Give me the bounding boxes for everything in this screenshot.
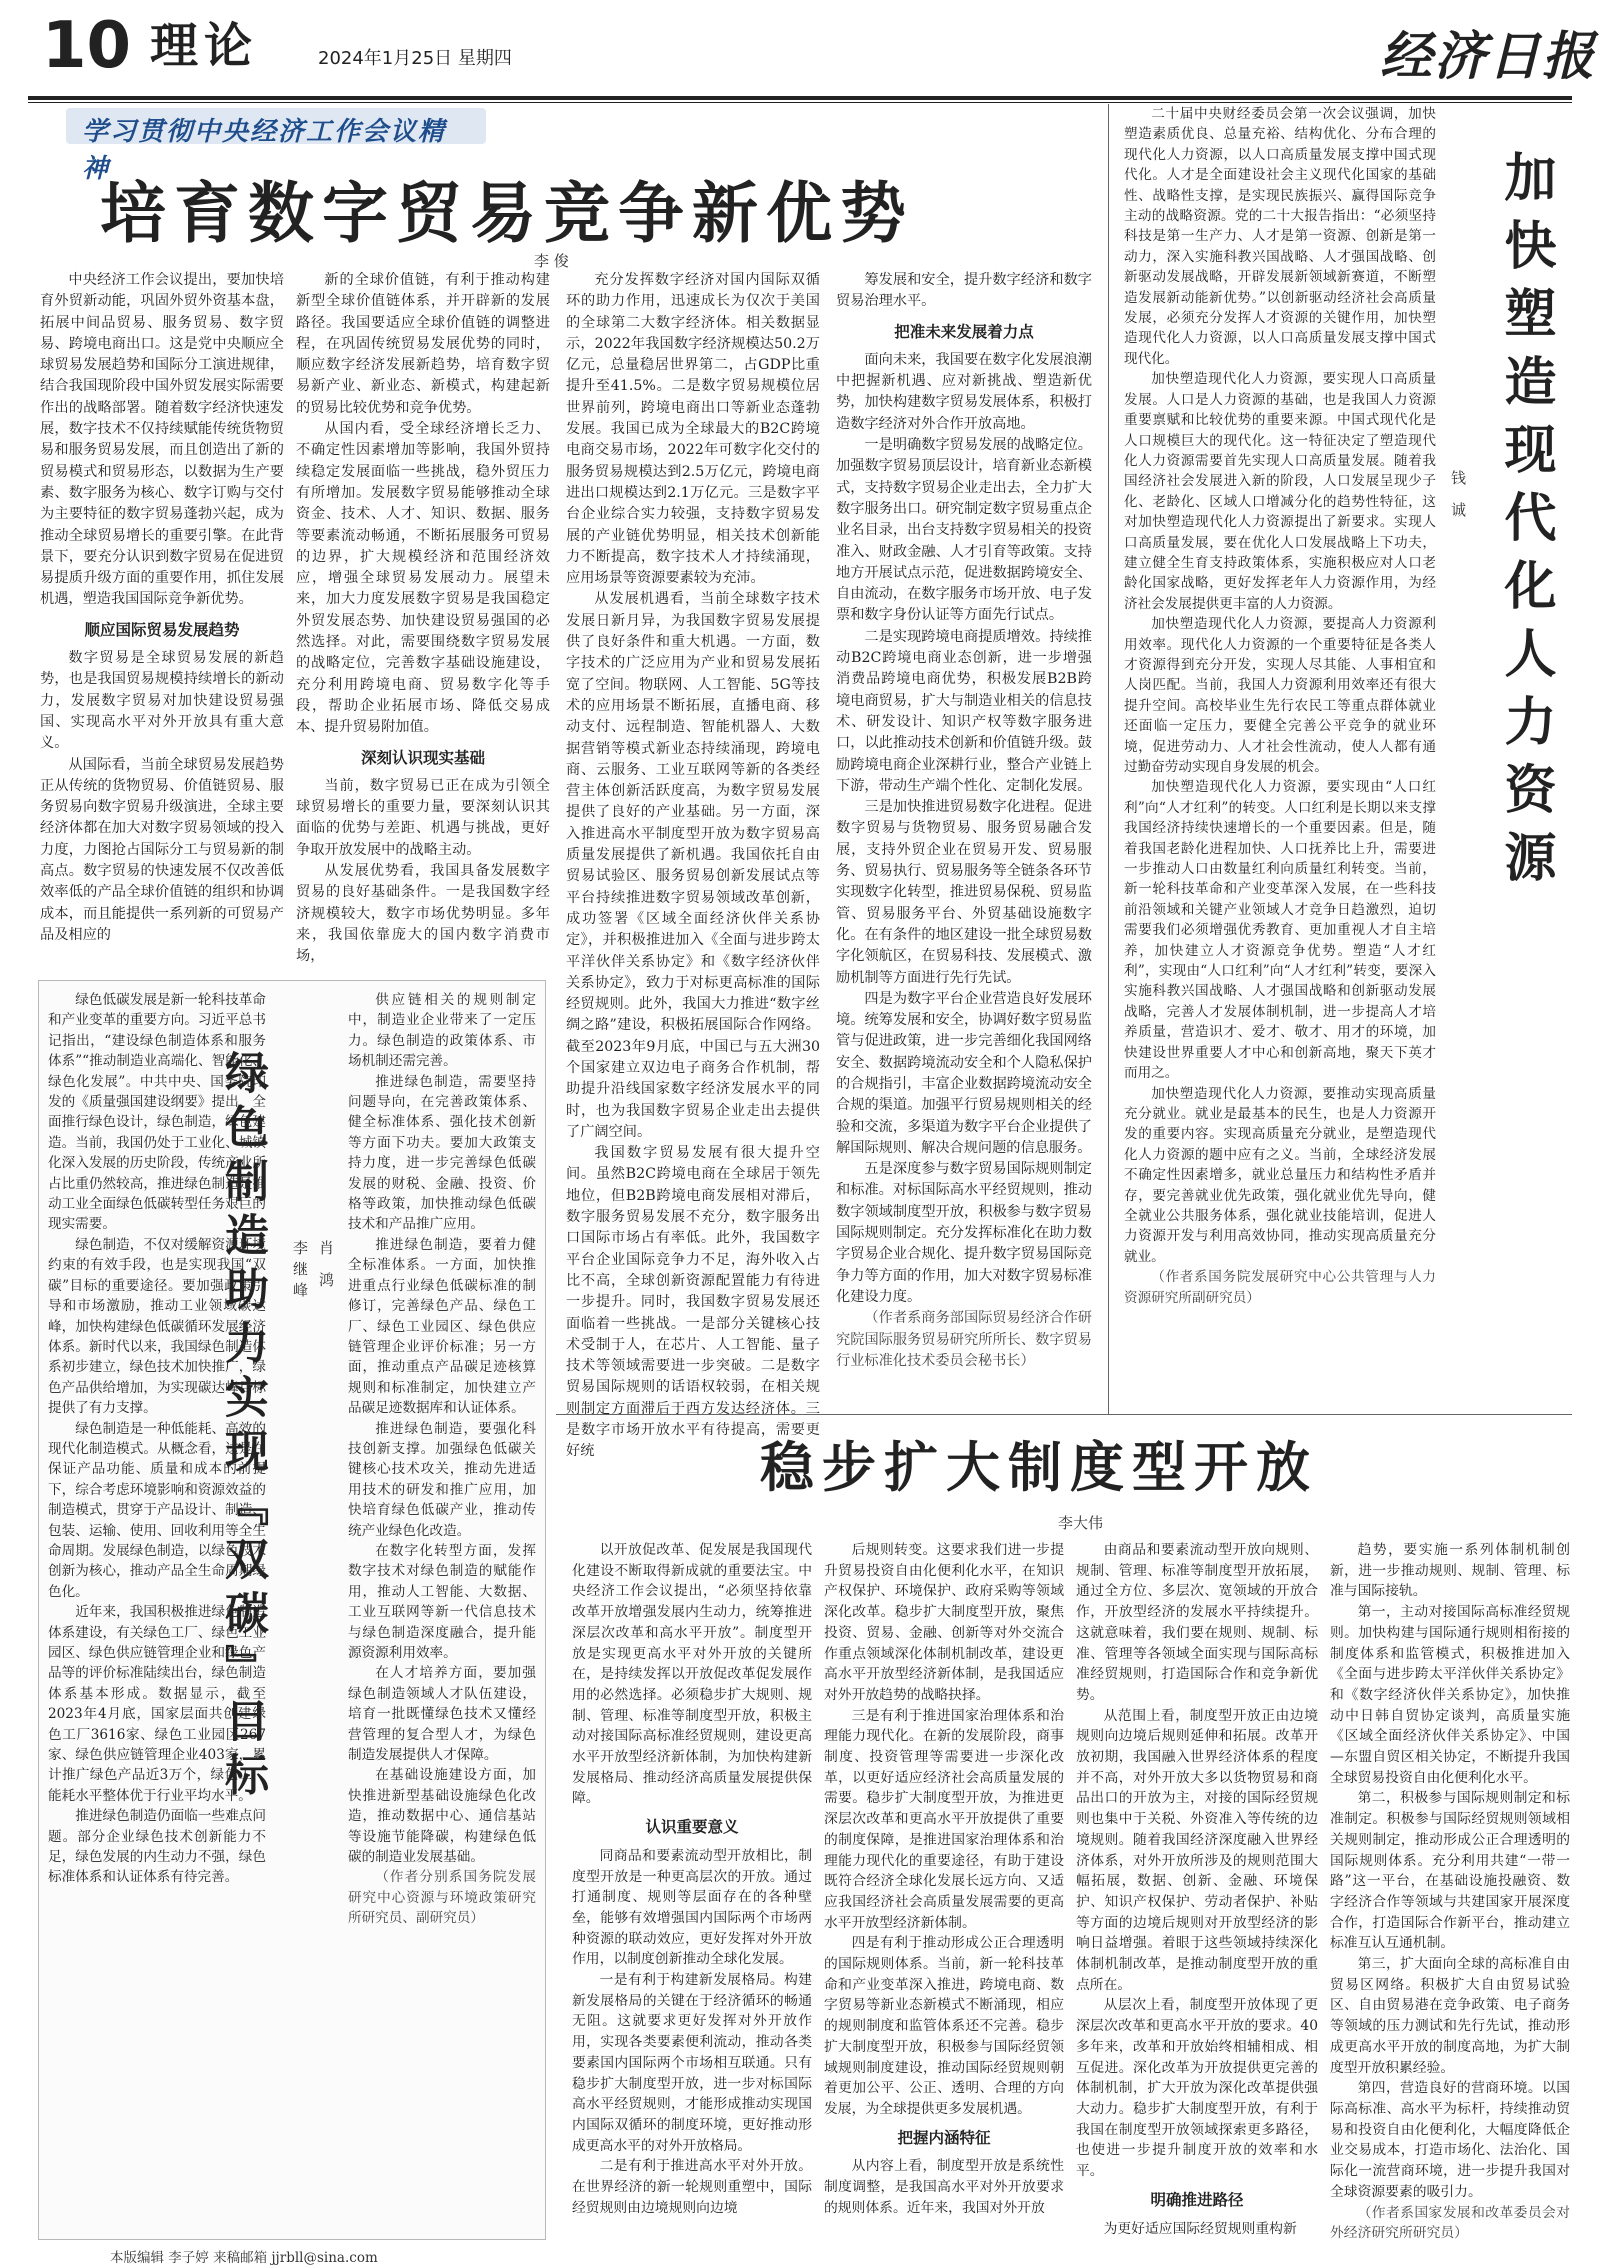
- paragraph: 数字贸易是全球贸易发展的新趋势，也是我国贸易规模持续增长的新动力，发展数字贸易对加快建设贸易强国、实现高水平对外开放具有重大意义。: [40, 650, 284, 752]
- paragraph: 新的全球价值链，有利于推动构建新型全球价值链体系，并开辟新的发展路径。我国要适应全球价值链的调整进程，在巩固传统贸易发展优势的同时，顺应数字经济发展新趋势，培育数字贸易新产业、新业态、新模式，构建起新的贸易比较优势和竞争优势。: [296, 272, 550, 416]
- article4-author: 李大伟: [1058, 1514, 1104, 1532]
- header-rule-thin: [28, 102, 1572, 103]
- series-banner-text: 学习贯彻中央经济工作会议精神: [82, 117, 447, 184]
- paragraph: 二十届中央财经委员会第一次会议强调，加快塑造素质优良、总量充裕、结构优化、分布合理的现代化人力资源，以人口高质量发展支撑中国式现代化。人才是全面建设社会主义现代化国家的基础性、战略性支撑，是实现民族振兴、赢得国际竞争主动的战略资源。党的二十大报告指出：“必须坚持科技是第一生产力、人才是第一资源、创新是第一动力，深入实施科教兴国战略、人才强国战略、创新驱动发展战略，开辟发展新领域新赛道，不断塑造发展新动能新优势。”以创新驱动经济社会高质量发展，必须充分发挥人才资源的关键作用，加快塑造现代化人力资源，以人口高质量发展支撑中国式现代化。: [1124, 106, 1436, 367]
- paragraph: 我国数字贸易发展有很大提升空间。虽然B2C跨境电商在全球居于领先地位，但B2B跨境电商发展相对滞后，数字服务贸易发展不充分，数字服务出口国际市场占有率低。此外，我国数字平台企业国际竞争力不足，海外收入占比不高，全球创新资源配置能力有待进一步提升。同时，我国数字贸易发展还面临着一些挑战。一是部分关键核心技术受制于人，在芯片、人工智能、量子技术等领域需要进一步突破。二是数字贸易国际规则的话语权较弱，在相关规则制定方面滞后于西方发达经济体。三是数字市场开放水平有待提高，需要更好统: [566, 1145, 820, 1460]
- article4-title: 稳步扩大制度型开放: [760, 1435, 1318, 1499]
- article4-column-4: [1330, 1540, 1570, 2242]
- paragraph: 第三，扩大面向全球的高标准自由贸易区网络。积极扩大自由贸易试验区、自由贸易港在竞争政策、电子商务等领域的压力测试和先行先试，推动形成更高水平开放的制度高地，为扩大制度型开放积累经验。: [1330, 1956, 1570, 2076]
- article1-subheading-2: 深刻认识现实基础: [360, 747, 485, 767]
- article3-author-2: 肖 鸿: [317, 1240, 335, 1293]
- article1-subheading-3: 把准未来发展着力点: [894, 321, 1034, 341]
- paragraph: 四是为数字平台企业营造良好发展环境。统筹发展和安全，协调好数字贸易监管与促进政策，进一步完善细化我国网络安全、数据跨境流动安全和个人隐私保护的合规指引，丰富企业数据跨境流动安全合规的渠道。加强平行贸易规则相关的经验和交流，多渠道为数字平台企业提供了解国际规则、解决合规问题的信息服务。: [836, 990, 1092, 1156]
- article3-author-1: 李继峰: [291, 1240, 309, 1303]
- masthead-logo: 经济日报: [1380, 26, 1597, 87]
- section-name: 理论: [150, 18, 259, 74]
- paragraph: 一是有利于构建新发展格局。构建新发展格局的关键在于经济循环的畅通无阻。这就要求更好发挥对外开放作用，实现各类要素便利流动，推动各类要素国内国际两个市场相互联通。只有稳步扩大制度型开放，进一步对标国际高水平经贸规则，才能形成推动实现国内国际双循环的制度环境，更好推动形成更高水平的对外开放格局。: [572, 1972, 812, 2154]
- article1-title: 培育数字贸易竞争新优势: [100, 174, 914, 252]
- paragraph: 在数字化转型方面，发挥数字技术对绿色制造的赋能作用，推动人工智能、大数据、工业互联网等新一代信息技术与绿色制造深度融合，提升能源资源利用效率。: [348, 1542, 536, 1661]
- paragraph: 一是明确数字贸易发展的战略定位。加强数字贸易顶层设计，培育新业态新模式，支持数字贸易企业走出去，全力扩大数字服务出口。研究制定数字贸易重点企业名目录，出台支持数字贸易相关的投资准入、财政金融、人才引育等政策。支持地方开展试点示范，促进数据跨境安全、自由流动，在数字服务市场开放、电子发票和数字身份认证等方面先行试点。: [836, 437, 1092, 624]
- page-number: 10: [42, 9, 132, 83]
- article4-column-3: [1076, 1540, 1318, 2237]
- paragraph: 充分发挥数字经济对国内国际双循环的助力作用，迅速成长为仅次于美国的全球第二大数字经济体。相关数据显示，2022年我国数字经济规模达50.2万亿元，总量稳居世界第二，占GDP比重提升至41.5%。二是数字贸易规模位居世界前列，跨境电商出口等新业态蓬勃发展。我国已成为全球最大的B2C跨境电商交易市场，2022年可数字化交付的服务贸易规模达到2.5万亿元，跨境电商进出口规模达到2.1万亿元。三是数字平台企业综合实力较强，支持数字贸易发展的产业链优势明显，相关技术创新能力不断提高，数字技术人才持续涌现，应用场景等资源要素较为充沛。: [566, 272, 820, 587]
- paragraph: 以开放促改革、促发展是我国现代化建设不断取得新成就的重要法宝。中央经济工作会议提出，“必须坚持依靠改革开放增强发展内生动力，统筹推进深层次改革和高水平开放”。制度型开放是实现更高水平对外开放的关键所在，是持续发挥以开放促改革促发展作用的必然选择。必须稳步扩大规则、规制、管理、标准等制度型开放，积极主动对接国际高标准经贸规则，建设更高水平开放型经济新体制，为加快构建新发展格局、推动经济高质量发展提供保障。: [572, 1542, 812, 1807]
- header-rule: [28, 96, 1572, 100]
- paragraph: 加快塑造现代化人力资源，要实现人口高质量发展。人口是人力资源的基础，也是我国人力资源重要禀赋和比较优势的重要来源。中国式现代化是人口规模巨大的现代化。这一特征决定了塑造现代化人力资源需要首先实现人口高质量发展。随着我国经济社会发展进入新的阶段，人口发展呈现少子化、老龄化、区域人口增减分化的趋势性特征，这对加快塑造现代化人力资源提出了新要求。实现人口高质量发展，要在优化人口发展战略上下功夫，建立健全生育支持政策体系，实施积极应对人口老龄化国家战略，更好发挥老年人力资源作用，为经济社会发展提供更丰富的人力资源。: [1124, 371, 1436, 612]
- article4-subheading-3: 明确推进路径: [1150, 2189, 1244, 2209]
- paragraph: 趋势，要实施一系列体制机制创新，进一步推动规则、规制、管理、标准与国际接轨。: [1330, 1542, 1570, 1600]
- paragraph: 第四，营造良好的营商环境。以国际高标准、高水平为标杆，持续推动贸易和投资自由化便利化，大幅度降低企业交易成本，打造市场化、法治化、国际化一流营商环境，进一步提升我国对全球资源要素的吸引力。: [1330, 2080, 1570, 2200]
- paragraph: 当前，数字贸易已正在成为引领全球贸易增长的重要力量，要深刻认识其面临的优势与差距、机遇与挑战，更好争取开放发展中的战略主动。: [296, 777, 550, 858]
- paragraph: 二是有利于推进高水平对外开放。在世界经济的新一轮规则重塑中，国际经贸规则由边境规则向边境: [572, 2158, 812, 2216]
- paragraph: 面向未来，我国要在数字化发展浪潮中把握新机遇、应对新挑战、塑造新优势，加快构建数字贸易发展体系，积极打造数字经济对外合作开放高地。: [836, 351, 1092, 432]
- paragraph: 从发展机遇看，当前全球数字技术发展日新月异，为我国数字贸易发展提供了良好条件和重大机遇。一方面，数字技术的广泛应用为产业和贸易发展拓宽了空间。物联网、人工智能、5G等技术的应用场景不断拓展，直播电商、移动支付、远程制造、智能机器人、大数据营销等模式新业态持续涌现，跨境电商、云服务、工业互联网等新的各类经营主体创新活跃度高，为数字贸易发展提供了良好的产业基础。另一方面，深入推进高水平制度型开放为数字贸易高质量发展提供了新机遇。我国依托自由贸易试验区、服务贸易创新发展试点等平台持续推进数字贸易领域改革创新，成功签署《区域全面经济伙伴关系协定》，并积极推进加入《全面与进步跨太平洋伙伴关系协定》和《数字经济伙伴关系协定》，致力于对标更高标准的国际经贸规则。此外，我国大力推进“数字丝绸之路”建设，积极拓展国际合作网络。截至2023年9月底，中国已与五大洲30个国家建立双边电子商务合作机制，帮助提升沿线国家数字经济发展水平的同时，也为我国数字贸易企业走出去提供了广阔空间。: [566, 591, 820, 1140]
- paragraph: 推进绿色制造，要着力健全标准体系。一方面，加快推进重点行业绿色低碳标准的制修订，完善绿色产品、绿色工厂、绿色工业园区、绿色供应链管理企业评价标准；另一方面，推动重点产品碳足迹核算规则和标准制定，加快建立产品碳足迹数据库和认证体系。: [348, 1236, 536, 1417]
- article3-title: 绿色制造助力实现『双碳』目标: [217, 1050, 268, 1806]
- paragraph: 绿色制造是一种低能耗、高效的现代化制造模式。从概念看，这是在保证产品功能、质量和成本的前提下，综合考虑环境影响和资源效益的制造模式，贯穿于产品设计、制造、包装、运输、使用、回收利用等全生命周期。发展绿色制造，以绿色技术创新为核心，推动产品全生命周期绿色化。: [48, 1420, 266, 1600]
- article2-title: 加快塑造现代化人力资源: [1495, 150, 1556, 898]
- article4-column-2: [824, 1540, 1064, 2230]
- article1-column-2: [296, 270, 550, 968]
- article4-author-note: （作者系国家发展和改革委员会对外经济研究所研究员）: [1330, 2204, 1570, 2242]
- paragraph: 推进绿色制造，要强化科技创新支撑。加强绿色低碳关键核心技术攻关，推动先进适用技术的研发和推广应用，加快培育绿色低碳产业，推动传统产业绿色化改造。: [348, 1420, 536, 1539]
- paragraph: 供应链相关的规则制定中，制造业企业带来了一定压力。绿色制造的政策体系、市场机制还需完善。: [348, 992, 536, 1070]
- paragraph: 从国内看，受全球经济增长乏力、不确定性因素增加等影响，我国外贸持续稳定发展面临一些挑战，稳外贸压力有所增加。发展数字贸易能够推动全球资金、技术、人才、知识、数据、服务等要素流动畅通，不断拓展服务可贸易的边界，扩大规模经济和范围经济效应，增强全球贸易发展动力。展望未来，加大力度发展数字贸易是我国稳定外贸发展态势、加快建设贸易强国的必然选择。对此，需要围绕数字贸易发展的战略定位，完善数字基础设施建设，充分利用跨境电商、贸易数字化等手段，帮助企业拓展市场、降低交易成本、提升贸易附加值。: [296, 421, 550, 736]
- paragraph: 三是有利于推进国家治理体系和治理能力现代化。在新的发展阶段，商事制度、投资管理等需要进一步深化改革，以更好适应经济社会高质量发展的需要。稳步扩大制度型开放，为推进更深层次改革和更高水平开放提供了重要的制度保障，是推进国家治理体系和治理能力现代化的重要途径，有助于建设既符合经济全球化发展长远方向、又适应我国经济社会高质量发展需要的更高水平开放型经济新体制。: [824, 1707, 1064, 1931]
- paragraph: 绿色低碳发展是新一轮科技革命和产业变革的重要方向。习近平总书记指出，“建设绿色制造体系和服务体系”“推动制造业高端化、智能化、绿色化发展”。中共中央、国务院印发的《质量强国建设纲要》提出，全面推行绿色设计，绿色制造，绿色建造。当前，我国仍处于工业化、城镇化深入发展的历史阶段，传统产业所占比重仍然较高，推进绿色制造是推动工业全面绿色低碳转型任务艰巨的现实需要。: [48, 992, 266, 1233]
- paragraph: 从层次上看，制度型开放体现了更深层次改革和更高水平开放的要求。40多年来，改革和开放始终相辅相成、相互促进。深化改革为开放提供更完善的体制机制，扩大开放为深化改革提供强大动力。稳步扩大制度型开放，有利于我国在制度型开放领域探索更多路径，也使进一步提升制度开放的效率和水平。: [1076, 1997, 1318, 2180]
- article1-subheading-1: 顺应国际贸易发展趋势: [84, 619, 240, 639]
- section-divider: [556, 1414, 1572, 1415]
- page-footer: 本版编辑 李子婷 来稿邮箱 jjrbll@sina.com: [110, 2250, 378, 2266]
- paragraph: 二是实现跨境电商提质增效。持续推动B2C跨境电商业态创新，进一步增强消费品跨境电商优势，积极发展B2B跨境电商贸易，扩大与制造业相关的信息技术、研发设计、知识产权等数字服务进口，以此推动技术创新和价值链升级。鼓励跨境电商企业深耕行业，整合产业链上下游，带动生产端个性化、定制化发展。: [836, 628, 1092, 794]
- paragraph: 加快塑造现代化人力资源，要推动实现高质量充分就业。就业是最基本的民生，也是人力资源开发的重要内容。实现高质量充分就业，是塑造现代化人力资源的题中应有之义。当前，全球经济发展不确定性因素增多，就业总量压力和结构性矛盾并存，要完善就业优先政策，强化就业优先导向，健全就业公共服务体系，强化就业技能培训，促进人力资源开发与利用高效协同，推动实现高质量充分就业。: [1124, 1085, 1436, 1265]
- paragraph: 五是深度参与数字贸易国际规则制定和标准。对标国际高水平经贸规则，推动数字领域制度型开放，积极参与数字贸易国际规则制定。充分发挥标准化在助力数字贸易企业合规化、提升数字贸易国际竞争力等方面的作用，加大对数字贸易标准化建设力度。: [836, 1161, 1092, 1305]
- paragraph: 推进绿色制造，需要坚持问题导向，在完善政策体系、健全标准体系、强化技术创新等方面下功夫。要加大政策支持力度，进一步完善绿色低碳发展的财税、金融、投资、价格等政策，加快推动绿色低碳技术和产品推广应用。: [348, 1073, 536, 1233]
- series-banner: [66, 108, 486, 184]
- article2-text: [1124, 104, 1436, 1399]
- paragraph: 第二，积极参与国际规则制定和标准制定。积极参与国际经贸规则领域相关规则制定，推动形成公正合理透明的国际规则体系。充分利用共建“一带一路”这一平台，在基础设施投融资、数字经济合作等领域与共建国家开展深度合作，打造国际合作新平台，推动建立标准互认互通机制。: [1330, 1790, 1570, 1952]
- column-divider: [1108, 104, 1109, 1414]
- paragraph: 从内容上看，制度型开放是系统性制度调整，是我国高水平对外开放要求的规则体系。近年来，我国对外开放: [824, 2158, 1064, 2216]
- paragraph: 中央经济工作会议提出，要加快培育外贸新动能，巩固外贸外资基本盘，拓展中间品贸易、服务贸易、数字贸易、跨境电商出口。这是党中央顺应全球贸易发展趋势和国际分工演进规律，结合我国现阶段中国外贸发展实际需要作出的战略部署。随着数字经济快速发展，数字技术不仅持续赋能传统货物贸易和服务贸易发展，而且创造出了新的贸易模式和贸易形态，以数据为生产要素、数字服务为核心、数字订购与交付为主要特征的数字贸易蓬勃兴起，成为推动全球贸易增长的重要引擎。在此背景下，要充分认识到数字贸易在促进贸易提质升级方面的重要作用，抓住发展机遇，塑造我国国际竞争新优势。: [40, 272, 284, 608]
- article1-column-3: [566, 270, 820, 1460]
- article4-subheading-1: 认识重要意义: [645, 1817, 739, 1837]
- paragraph: 后规则转变。这要求我们进一步提升贸易投资自由化便利化水平，在知识产权保护、环境保护、政府采购等领域深化改革。稳步扩大制度型开放，聚焦投资、贸易、金融、创新等对外交流合作重点领域深化体制机制改革，建设更高水平开放型经济新体制，是我国适应对外开放趋势的战略抉择。: [824, 1542, 1064, 1703]
- paragraph: 为更好适应国际经贸规则重构新: [1103, 2220, 1297, 2237]
- article3-author-note: （作者分别系国务院发展研究中心资源与环境政策研究所研究员、副研究员）: [348, 1869, 536, 1927]
- article1-author: 李 俊: [534, 252, 569, 270]
- paragraph: 第一，主动对接国际高标准经贸规则。加快构建与国际通行规则相衔接的制度体系和监管模式，积极推进加入《全面与进步跨太平洋伙伴关系协定》和《数字经济伙伴关系协定》，加快推动中日韩自贸协定谈判，高质量实施《区域全面经济伙伴关系协定》、中国—东盟自贸区相关协定，不断提升我国全球贸易投资自由化便利化水平。: [1330, 1604, 1570, 1786]
- article3-column-2: [348, 990, 536, 2230]
- paragraph: 从范围上看，制度型开放正由边境规则向边境后规则延伸和拓展。改革开放初期，我国融入世界经济体系的程度并不高，对外开放大多以货物贸易和商品出口的开放为主，对接的国际经贸规则也集中于关税、外资准入等传统的边境规则。随着我国经济深度融入世界经济体系，对外开放所涉及的规则范围大幅拓展，数据、创新、金融、环境保护、知识产权保护、劳动者保护、补贴等方面的边境后规则对开放型经济的影响日益增强。着眼于这些领域持续深化体制机制改革，是推动制度型开放的重点所在。: [1076, 1707, 1318, 1993]
- paragraph: 加快塑造现代化人力资源，要实现由“人口红利”向“人才红利”的转变。人口红利是长期以来支撑我国经济持续快速增长的一个重要因素。但是，随着我国老龄化进程加快、人口抚养比上升，需要进一步推动人口由数量红利向质量红利转变。当前，新一轮科技革命和产业变革深入发展，在一些科技前沿领域和关键产业领域人才竞争日趋激烈，迫切需要我们必须增强优秀教育、更加重视人才自主培养，加快建立人才资源竞争优势。塑造“人才红利”，实现由“人口红利”向“人才红利”转变，要深入实施科教兴国战略、人才强国战略和创新驱动发展战略，完善人才发展体制机制，进一步提高人才培养质量，营造识才、爱才、敬才、用才的环境，加快建设世界重要人才中心和创新高地，聚天下英才而用之。: [1124, 779, 1436, 1082]
- article1-column-1: [40, 270, 284, 946]
- paragraph: 三是加快推进贸易数字化进程。促进数字贸易与货物贸易、服务贸易融合发展，支持外贸企业在贸易开发、贸易服务、贸易执行、贸易服务等全链条各环节实现数字化转型，推进贸易保税、贸易监管、贸易服务平台、外贸基础设施数字化。在有条件的地区建设一批全球贸易数字化领航区，在贸易科技、发展模式、激励机制等方面进行先行先试。: [836, 799, 1092, 986]
- paragraph: 推进绿色制造仍面临一些难点问题。部分企业绿色技术创新能力不足，绿色发展的内生动力不强，绿色标准体系和认证体系有待完善。: [48, 1808, 266, 1886]
- paragraph: 同商品和要素流动型开放相比，制度型开放是一种更高层次的开放。通过打通制度、规则等层面存在的各种壁垒，能够有效增强国内国际两个市场两种资源的联动效应，更好发挥对外开放作用，以制度创新推动全球化发展。: [572, 1847, 812, 1968]
- paragraph: 近年来，我国积极推进绿色制造体系建设，有关绿色工厂、绿色工业园区、绿色供应链管理企业和绿色产品等的评价标准陆续出台，绿色制造体系基本形成。数据显示，截至2023年4月底，国家层面共创建绿色工厂3616家、绿色工业园区267家、绿色供应链管理企业403家，累计推广绿色产品近3万个，绿色工厂能耗水平整体优于行业平均水平。: [48, 1604, 266, 1804]
- paragraph: 从国际看，当前全球贸易发展趋势正从传统的货物贸易、价值链贸易、服务贸易向数字贸易升级演进，全球主要经济体都在加大对数字贸易领域的投入力度，力图抢占国际分工与贸易新的制高点。数字贸易的快速发展不仅改善低效率低的产品全球价值链的组织和协调成本，而且能提供一系列新的可贸易产品及相应的: [40, 756, 284, 943]
- paragraph: 在基础设施建设方面，加快推进新型基础设施绿色化改造，推动数据中心、通信基站等设施节能降碳，构建绿色低碳的制造业发展基础。: [348, 1767, 536, 1866]
- issue-date: 2024年1月25日 星期四: [318, 48, 512, 69]
- article4-column-1: [572, 1540, 812, 2230]
- article2-author: 钱 诚: [1449, 470, 1467, 523]
- paragraph: 从发展优势看，我国具备发展数字贸易的良好基础条件。一是我国数字经济规模较大，数字市场优势明显。多年来，我国依靠庞大的国内数字消费市场，: [296, 863, 550, 965]
- article1-author-note: （作者系商务部国际贸易经济合作研究院国际服务贸易研究所所长、数字贸易行业标准化技术委员会秘书长）: [836, 1310, 1092, 1369]
- article1-column-4: [836, 270, 1092, 1390]
- paragraph: 四是有利于推动形成公正合理透明的国际规则体系。当前，新一轮科技革命和产业变革深入推进，跨境电商、数字贸易等新业态新模式不断涌现，相应的规则制度和监管体系还不完善。稳步扩大制度型开放，积极参与国际经贸领域规则制度建设，推动国际经贸规则朝着更加公平、公正、透明、合理的方向发展，为全球提供更多发展机遇。: [824, 1935, 1064, 2117]
- article2-author-note: （作者系国务院发展研究中心公共管理与人力资源研究所副研究员）: [1124, 1269, 1436, 1306]
- paragraph: 由商品和要素流动型开放向规则、规制、管理、标准等制度型开放拓展，通过全方位、多层次、宽领域的开放合作，开放型经济的发展水平持续提升。这就意味着，我们要在规则、规制、标准、管理等各领域全面实现与国际高标准经贸规则，打造国际合作和竞争新优势。: [1076, 1542, 1318, 1703]
- paragraph: 在人才培养方面，要加强绿色制造领域人才队伍建设，培育一批既懂绿色技术又懂经营管理的复合型人才，为绿色制造发展提供人才保障。: [348, 1665, 536, 1764]
- paragraph: 筹发展和安全，提升数字经济和数字贸易治理水平。: [836, 272, 1092, 310]
- paragraph: 加快塑造现代化人力资源，要提高人力资源利用效率。现代化人力资源的一个重要特征是各类人才资源得到充分开发，实现人尽其能、人事相宜和人岗匹配。当前，我国人力资源利用效率还有很大提升空间。高校毕业生先行农民工等重点群体就业还面临一定压力，要健全完善公平竞争的就业环境，促进劳动力、人才社会性流动，使人人都有通过勤奋劳动实现自身发展的机会。: [1124, 616, 1436, 775]
- paragraph: 绿色制造，不仅对缓解资源环境约束的有效手段，也是实现我国“双碳”目标的重要途径。要加强政策引导和市场激励，推动工业领域碳达峰，加快构建绿色低碳循环发展经济体系。新时代以来，我国绿色制造体系初步建立，绿色技术加快推广，绿色产品供给增加，为实现碳达峰目标提供了有力支撑。: [48, 1236, 266, 1417]
- article4-subheading-2: 把握内涵特征: [897, 2127, 991, 2147]
